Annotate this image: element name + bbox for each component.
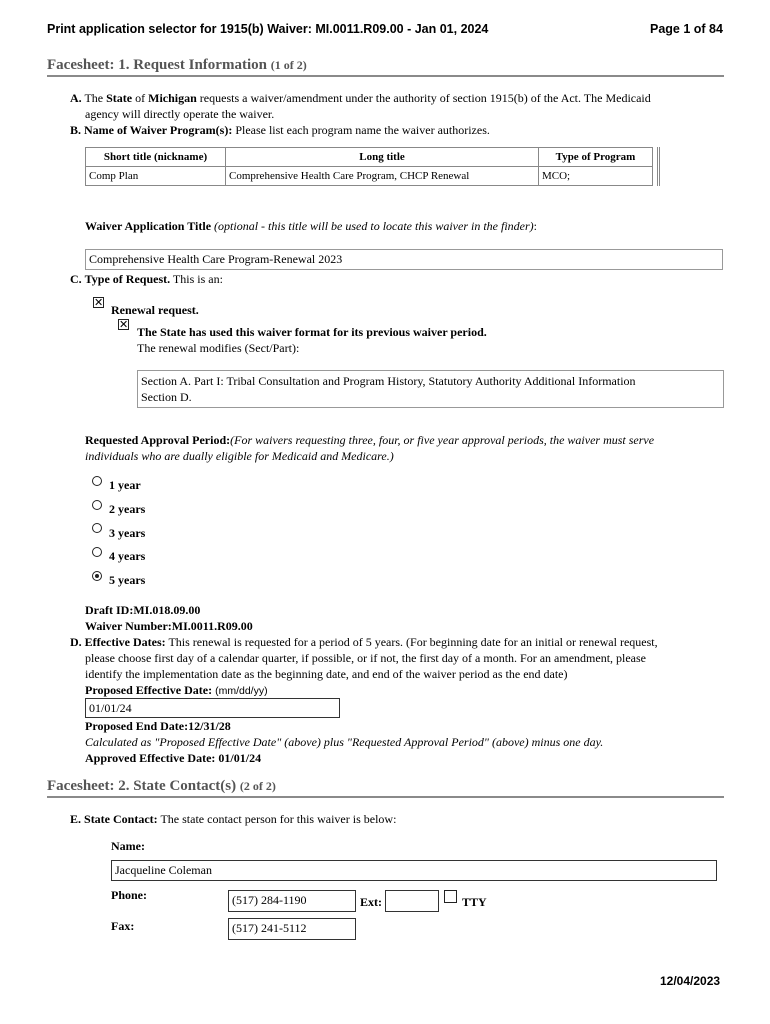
radio-3-years[interactable] [92,523,102,533]
item-e-label: State Contact: [84,812,158,826]
item-letter: C. [70,272,82,286]
item-a-line2: agency will directly operate the waiver. [85,107,275,121]
previous-format-checkbox[interactable]: ✕ [119,318,129,331]
date-format-hint: (mm/dd/yy) [215,685,268,697]
proposed-end-date: Proposed End Date:12/31/28 [85,719,231,733]
approval-period-note-line2: individuals who are dually eligible for Medicaid and Medicare.) [85,449,394,463]
section-title-request-information [47,57,307,74]
item-d-line3: identify the implementation date as the beginning date, and end of the waiver period as the end date) [85,667,568,681]
page-number: Page 1 of 84 [650,22,723,36]
section-title-text: Facesheet: 1. Request Information [47,57,267,73]
footer-date: 12/04/2023 [660,974,721,988]
approved-effective-date: Approved Effective Date: 01/01/24 [85,751,262,765]
radio-2-years[interactable] [92,500,102,510]
item-a-text: The [84,91,104,105]
item-b-text: Please list each program name the waiver authorizes. [235,123,490,137]
extension-field[interactable] [385,890,439,912]
item-d-text: This renewal is requested for a period of 5 years. (For beginning date for an initial or renewal request, [168,635,658,649]
radio-label-2-years: 2 years [109,502,146,516]
item-a-text: requests a waiver/amendment under the authority of section 1915(b) of the Act. The Medicaid [199,91,651,105]
column-header-type: Type of Program [539,148,653,167]
program-table [85,147,653,186]
item-letter: B. [70,123,82,137]
item-d [70,634,730,650]
radio-label-3-years: 3 years [109,526,146,540]
item-e-text: The state contact person for this waiver is below: [160,812,397,826]
item-letter: D. [70,635,82,649]
extension-label: Ext: [360,895,382,909]
program-table-wrapper [85,147,660,186]
contact-fax-label: Fax: [111,919,135,933]
section-title-text: Facesheet: 2. State Contact(s) [47,778,237,794]
item-b-label: Name of Waiver Program(s): [84,123,233,137]
cell-short-title: Comp Plan [86,167,226,186]
waiver-title-field[interactable]: Comprehensive Health Care Program-Renewal 2023 [85,249,723,270]
contact-phone-field[interactable]: (517) 284-1190 [228,890,356,912]
radio-4-years[interactable] [92,547,102,557]
approval-period [85,432,725,448]
section-subtitle: (2 of 2) [239,779,276,793]
item-d-label: Effective Dates: [84,635,166,649]
radio-label-4-years: 4 years [109,549,146,563]
section-divider [47,796,724,798]
tty-label: TTY [462,895,487,909]
radio-5-years[interactable] [92,571,102,581]
approval-period-label: Requested Approval Period: [85,433,231,447]
column-header-short-title: Short title (nickname) [86,148,226,167]
contact-fax-field[interactable]: (517) 241-5112 [228,918,356,940]
item-letter: E. [70,812,82,826]
waiver-title-colon: : [533,219,538,233]
section-title-state-contacts [47,778,276,795]
proposed-effective-date-label [85,682,268,699]
cell-type: MCO; [539,167,653,186]
contact-name-field[interactable]: Jacqueline Coleman [111,860,717,881]
proposed-effective-date-field[interactable]: 01/01/24 [85,698,340,718]
item-d-line2: please choose first day of a calendar quarter, if possible, or if not, the first day of a month. For an amendment, please [85,651,647,665]
previous-format-label: The State has used this waiver format for its previous waiver period. [137,325,487,339]
renewal-request-label: Renewal request. [111,303,199,317]
section-subtitle: (1 of 2) [270,58,307,72]
renewal-modifies-field[interactable] [137,370,724,408]
item-b [70,122,490,138]
section-divider [47,75,724,77]
calculation-note: Calculated as "Proposed Effective Date" (above) plus "Requested Approval Period" (above) minus one day. [85,735,604,749]
item-a-text: State [106,91,133,105]
item-c [70,271,223,287]
item-a-text: of [135,91,146,105]
item-letter: A. [70,91,82,105]
item-e [70,811,396,827]
waiver-title-label [85,218,537,234]
item-c-label: Type of Request. [84,272,171,286]
radio-1-year[interactable] [92,476,102,486]
proposed-effective-date-label-text: Proposed Effective Date: [85,683,213,697]
radio-label-1-year: 1 year [109,478,141,492]
waiver-title-note: (optional - this title will be used to locate this waiver in the finder) [214,219,534,233]
renewal-modifies-line: Section D. [141,390,192,404]
waiver-number: Waiver Number:MI.0011.R09.00 [85,619,253,633]
column-header-long-title: Long title [226,148,539,167]
renewal-modifies-line: Section A. Part I: Tribal Consultation and Program History, Statutory Authority Additional Information [141,374,636,388]
renewal-request-checkbox[interactable]: ✕ [94,296,104,309]
draft-id: Draft ID:MI.018.09.00 [85,603,201,617]
approval-period-note: (For waivers requesting three, four, or five year approval periods, the waiver must serve [230,433,655,447]
contact-name-label: Name: [111,839,145,853]
waiver-title-label-text: Waiver Application Title [85,219,212,233]
item-a [70,90,720,106]
item-c-text: This is an: [172,272,223,286]
document-header-title: Print application selector for 1915(b) Waiver: MI.0011.R09.00 - Jan 01, 2024 [47,22,489,36]
radio-label-5-years: 5 years [109,573,146,587]
tty-checkbox[interactable] [444,890,457,903]
renewal-modifies-label: The renewal modifies (Sect/Part): [137,341,300,355]
state-name: Michigan [148,91,197,105]
contact-phone-label: Phone: [111,888,147,902]
table-row [86,167,653,186]
cell-long-title: Comprehensive Health Care Program, CHCP Renewal [226,167,539,186]
